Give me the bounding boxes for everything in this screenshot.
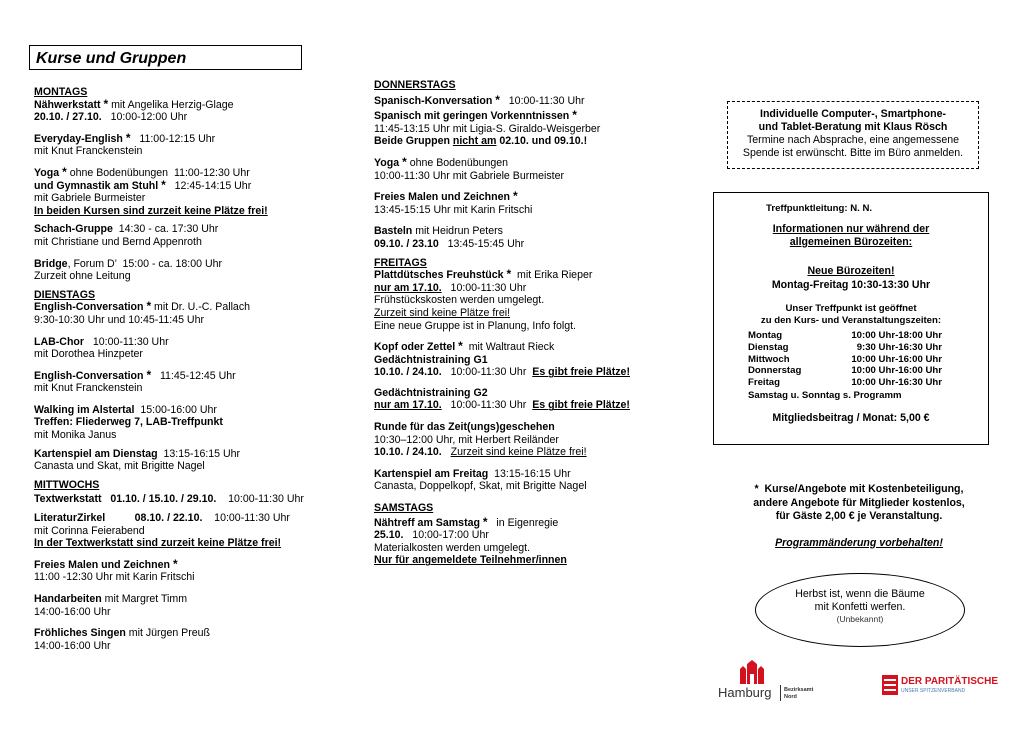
course-runde-zeitungsgeschehen: Runde für das Zeit(ungs)geschehen 10:30–12:00 Uhr, mit Herbert Reiländer 10.10. / 24.10. Zurzeit sind keine Plätze frei! (374, 421, 587, 459)
course-english-conversation-1: English-Conversation * mit Dr. U.-C. Pallach 9:30-10:30 Uhr und 10:45-11:45 Uhr (34, 299, 251, 326)
course-naehwerkstatt: Nähwerkstatt * mit Angelika Herzig-Glage 20.10. / 27.10. 10:00-12:00 Uhr (34, 96, 234, 124)
course-basteln: Basteln mit Heidrun Peters 09.10. / 23.10 13:45-15:45 Uhr (374, 225, 525, 250)
column-left (34, 86, 344, 652)
course-freies-malen-donnerstag: Freies Malen und Zeichnen * 13:45-15:15 Uhr mit Karin Fritschi (374, 189, 533, 216)
opening-hours-table (748, 330, 942, 389)
section-mittwochs: MITTWOCHS (34, 478, 100, 491)
course-freies-malen-mittwoch: Freies Malen und Zeichnen * 11:00 -12:30 Uhr mit Karin Fritschi (34, 556, 195, 584)
course-textwerkstatt: Textwerkstatt 01.10. / 15.10. / 29.10. 10:00-11:30 Uhr LiteraturZirkel 08.10. / 22.10. 10:00-11:30 Uhr mit Corinna Feierabend In der Textwerkstatt sind zurzeit keine Plätze frei! (34, 493, 304, 550)
section-montags: MONTAGS (34, 86, 88, 98)
programmaenderung: Programmänderung vorbehalten! (775, 536, 943, 549)
section-samstags: SAMSTAGS (374, 502, 434, 515)
computer-beratung-box: Individuelle Computer-, Smartphone- und Tablet-Beratung mit Klaus Rösch Termine nach Absprache, eine angemessene Spende ist erwünscht. Bitte im Büro anmelden. (727, 101, 979, 169)
course-schach: Schach-Gruppe 14:30 - ca. 17:30 Uhr mit Christiane und Bernd Appenroth (34, 223, 219, 248)
opening-hours-row: Mittwoch 10:00 Uhr-16:00 Uhr (748, 353, 942, 365)
course-everyday-english: Everyday-English * 11:00-12:15 Uhr mit Knut Franckenstein (34, 130, 216, 158)
title-box (29, 45, 302, 70)
course-handarbeiten: Handarbeiten mit Margret Timm 14:00-16:00 Uhr (34, 593, 188, 618)
course-bridge: Bridge, Forum D’ 15:00 - ca. 18:00 Uhr Zurzeit ohne Leitung (34, 257, 223, 283)
course-plattduetsch: Plattdütsches Freuhstück * mit Erika Rieper nur am 17.10. 10:00-11:30 Uhr Frühstückskosten werden umgelegt. Zurzeit sind keine Plätze frei! Eine neue Gruppe ist in Planung, Info folgt. (374, 267, 593, 332)
section-donnerstags: DONNERSTAGS (374, 79, 456, 91)
opening-hours-row: Freitag 10:00 Uhr-16:30 Uhr (748, 377, 942, 389)
section-dienstags: DIENSTAGS (34, 288, 96, 301)
opening-hours-row: Donnerstag 10:00 Uhr-16:00 Uhr (748, 365, 942, 377)
course-yoga-donnerstag: Yoga * ohne Bodenübungen 10:00-11:30 Uhr mit Gabriele Burmeister (374, 154, 564, 182)
course-yoga-montag: Yoga * ohne Bodenübungen 11:00-12:30 Uhr und Gymnastik am Stuhl * 12:45-14:15 Uhr mit Gabriele Burmeister In beiden Kursen sind zurzeit keine Plätze frei! (34, 164, 268, 217)
course-naehtreff: Nähtreff am Samstag * in Eigenregie 25.10. 10:00-17:00 Uhr Materialkosten werden umgelegt. Nur für angemeldete Teilnehmer/innen (374, 514, 567, 567)
course-kartenspiel-dienstag: Kartenspiel am Dienstag 13:15-16:15 Uhr Canasta und Skat, mit Brigitte Nagel (34, 447, 241, 473)
opening-hours-row: Montag 10:00 Uhr-18:00 Uhr (748, 330, 942, 341)
page-title: Kurse und Gruppen (36, 50, 187, 67)
treffpunktleitung: Treffpunktleitung: N. N. (766, 203, 873, 214)
course-lab-chor: LAB-Chor 10:00-11:30 Uhr mit Dorothea Hinzpeter (34, 335, 169, 361)
course-gedaechtnistraining: Kopf oder Zettel * mit Waltraut Rieck Gedächtnistraining G1 10.10. / 24.10. 10:00-11:30 Uhr Es gibt freie Plätze! Gedächtnistraining G2 nur am 17.10. 10:00-11:30 Uhr Es gibt freie Plätze! (374, 339, 630, 412)
herbst-quote: Herbst ist, wenn die Bäume mit Konfetti werfen. (Unbekannt) (755, 573, 965, 647)
column-middle (374, 79, 674, 567)
course-kartenspiel-freitag: Kartenspiel am Freitag 13:15-16:15 Uhr Canasta, Doppelkopf, Skat, mit Brigitte Nagel (374, 467, 587, 493)
treffpunkt-info-box: Treffpunktleitung: N. N. Informationen nur während der allgemeinen Bürozeiten: Neue Bürozeiten! Montag-Freitag 10:30-13:30 Uhr Unser Treffpunkt ist geöffnet zu den Kurs- und Veranstaltungszeiten: Montag 10:00 Uhr-18:00 Uhr Dienstag 9:30 Uhr-16:30 Uhr Mittwoch 10:00 Uhr-16:00 Uhr Donnerstag 10:00 Uhr-16:00 Uhr Freitag 10:00 Uhr-16:30 Uhr Samstag u. Sonntag s. Programm Mitgliedsbeitrag / Monat: 5,00 € (713, 192, 989, 445)
paritaetische-logo: DER PARITÄTISCHE UNSER SPITZENVERBAND (882, 674, 987, 698)
mitgliedsbeitrag: Mitgliedsbeitrag / Monat: 5,00 € (772, 412, 930, 424)
hamburg-logo: Hamburg Bezirksamt Nord (718, 660, 838, 704)
course-spanisch: Spanisch-Konversation * 10:00-11:30 Uhr Spanisch mit geringen Vorkenntnissen * 11:45-13:15 Uhr mit Ligia-S. Giraldo-Weisgerber Beide Gruppen nicht am 02.10. und 09.10.! (374, 92, 601, 148)
course-english-conversation-2: English-Conversation * 11:45-12:45 Uhr mit Knut Franckenstein (34, 367, 236, 395)
kostenhinweis: * Kurse/Angebote mit Kostenbeteiligung, andere Angebote für Mitglieder kostenlos, für Gäste 2,00 € je Veranstaltung. Programmänderung vorbehalten! (728, 483, 990, 550)
opening-hours-row: Dienstag 9:30 Uhr-16:30 Uhr (748, 341, 942, 353)
course-walking: Walking im Alstertal 15:00-16:00 Uhr Treffen: Fliederweg 7, LAB-Treffpunkt mit Monika Janus (34, 403, 223, 442)
course-singen: Fröhliches Singen mit Jürgen Preuß 14:00-16:00 Uhr (34, 627, 211, 652)
section-freitags: FREITAGS (374, 256, 427, 269)
paritaetische-icon (882, 675, 898, 695)
hamburg-castle-icon (730, 660, 776, 684)
